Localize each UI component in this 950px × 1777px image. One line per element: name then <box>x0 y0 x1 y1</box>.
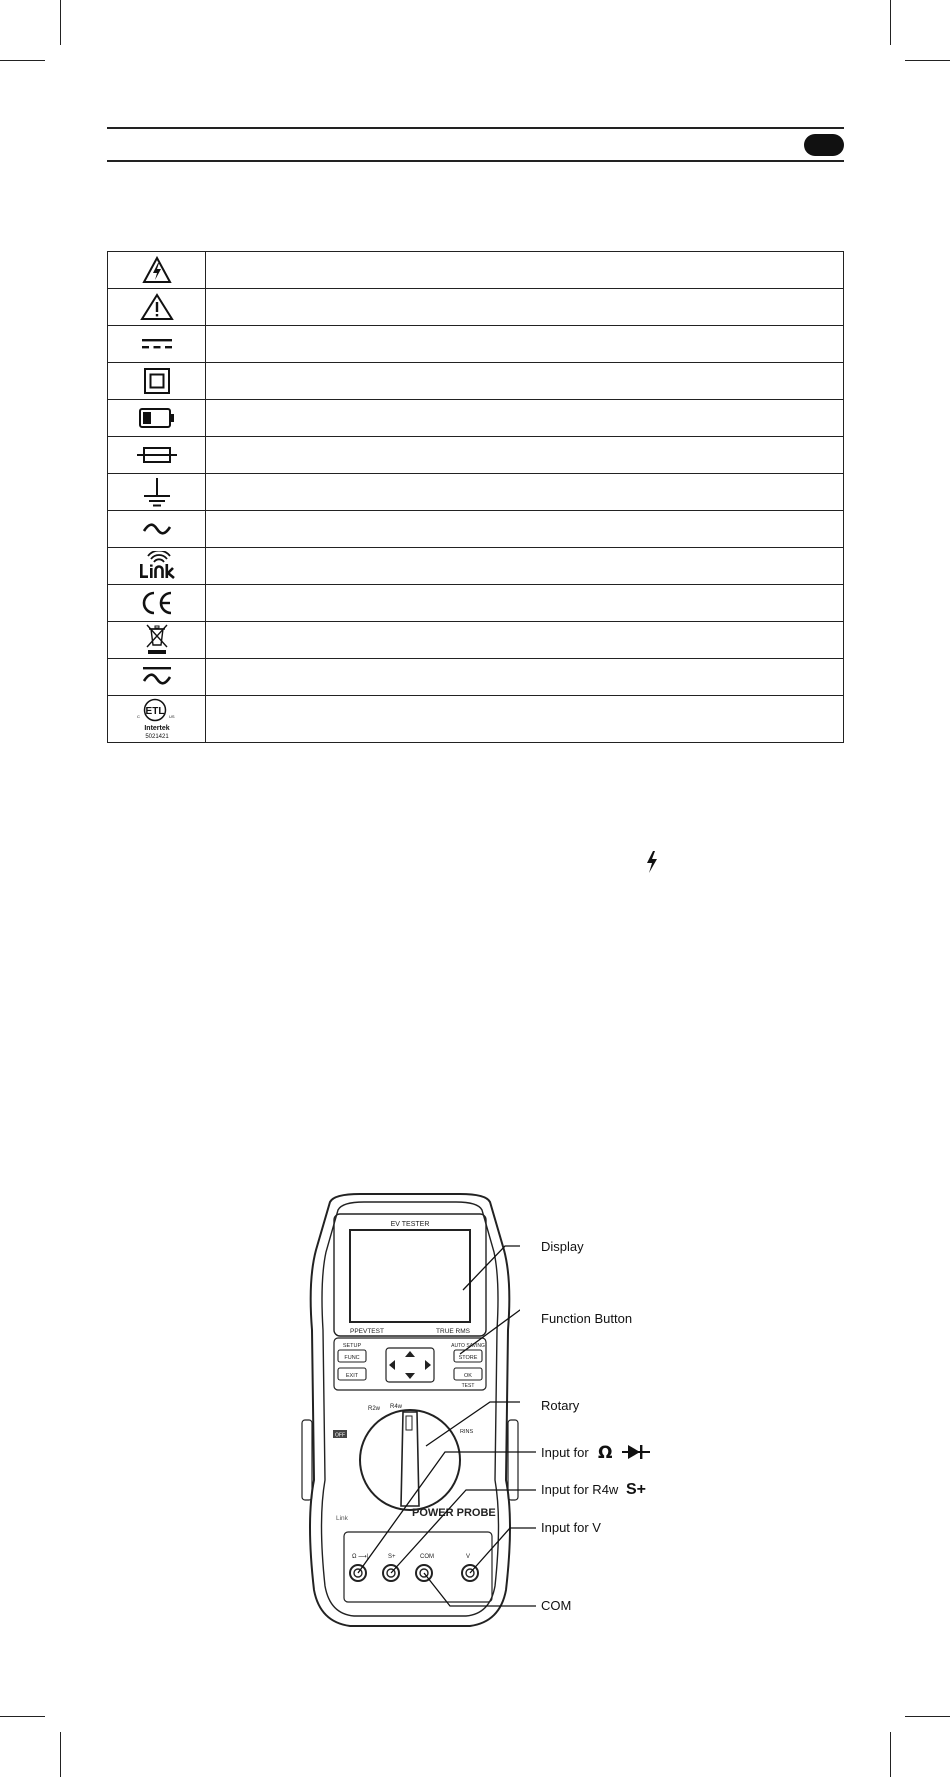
description-cell <box>206 289 844 326</box>
terminal-label-ohm: Ω ⟶| <box>352 1554 369 1560</box>
table-row <box>108 474 844 511</box>
symbol-cell <box>108 585 206 622</box>
s-plus-icon: S+ <box>625 1481 646 1498</box>
meter-left-caption: PPEVTEST <box>350 1328 384 1335</box>
table-row <box>108 400 844 437</box>
setup-label: SETUP <box>342 1343 362 1349</box>
language-badge <box>804 134 844 156</box>
test-label: TEST <box>461 1383 475 1389</box>
callout-input-ohm <box>541 1443 652 1461</box>
table-row <box>108 511 844 548</box>
callout-input-r4w <box>541 1481 646 1499</box>
svg-text:C: C <box>136 714 140 719</box>
crop-mark-top-right-h <box>905 60 950 61</box>
svg-text:Ω: Ω <box>598 1443 613 1461</box>
description-cell <box>206 326 844 363</box>
svg-text:Link: Link <box>336 1515 348 1522</box>
header-rule-bottom <box>107 160 844 162</box>
crop-mark-bottom-right-h <box>905 1716 950 1717</box>
description-cell <box>206 474 844 511</box>
terminal-label-com: COM <box>420 1554 434 1560</box>
symbols-table <box>107 251 844 743</box>
description-cell <box>206 363 844 400</box>
description-cell <box>206 437 844 474</box>
callout-display: Display <box>541 1239 584 1254</box>
table-row <box>108 548 844 585</box>
crop-mark-bottom-right-v <box>890 1732 891 1777</box>
table-row <box>108 585 844 622</box>
link-wireless-icon <box>137 551 177 581</box>
etl-intertek-icon <box>135 697 179 741</box>
description-cell <box>206 548 844 585</box>
crop-mark-bottom-left-v <box>60 1732 61 1777</box>
callout-com: COM <box>541 1598 572 1613</box>
svg-text:Intertek: Intertek <box>143 725 170 732</box>
auto-saving-label: AUTO SAVING <box>451 1343 485 1349</box>
description-cell <box>206 659 844 696</box>
table-row <box>108 252 844 289</box>
symbol-cell <box>108 326 206 363</box>
rotary-label-r4w: R4w <box>390 1404 403 1410</box>
symbol-cell <box>108 696 206 743</box>
low-battery-icon <box>138 407 176 429</box>
symbol-cell <box>108 548 206 585</box>
table-row <box>108 437 844 474</box>
symbol-cell <box>108 400 206 437</box>
symbol-cell <box>108 252 206 289</box>
table-row <box>108 696 844 743</box>
description-cell <box>206 252 844 289</box>
callout-rotary: Rotary <box>541 1398 580 1413</box>
symbol-cell <box>108 289 206 326</box>
rotary-label-r2w: R2w <box>368 1406 381 1412</box>
symbol-cell <box>108 511 206 548</box>
description-cell <box>206 585 844 622</box>
ce-mark-icon <box>140 590 174 616</box>
crop-mark-top-left-v <box>60 0 61 45</box>
brand-label: POWER PROBE <box>412 1507 496 1519</box>
lightning-bolt-icon <box>645 850 659 874</box>
description-cell <box>206 511 844 548</box>
rotary-label-off: OFF <box>335 1432 345 1439</box>
svg-text:ETL: ETL <box>145 706 164 717</box>
terminal-label-s-plus: S+ <box>388 1554 396 1560</box>
fuse-icon <box>136 444 178 466</box>
symbol-cell <box>108 437 206 474</box>
crop-mark-top-left-h <box>0 60 45 61</box>
svg-text:US: US <box>168 714 175 719</box>
symbol-cell <box>108 622 206 659</box>
callout-function-button: Function Button <box>541 1311 633 1326</box>
table-row <box>108 326 844 363</box>
callout-input-ohm-label: Input for <box>541 1445 589 1460</box>
direct-current-icon <box>141 336 173 352</box>
alternating-current-icon <box>142 522 172 536</box>
table-row <box>108 363 844 400</box>
ground-icon <box>142 477 172 507</box>
callout-input-r4w-label: Input for R4w <box>541 1482 619 1497</box>
store-button-label: STORE <box>458 1355 478 1361</box>
callout-input-v: Input for V <box>541 1520 601 1535</box>
weee-bin-icon <box>144 623 170 657</box>
exit-button-label: EXIT <box>345 1373 359 1379</box>
func-button-label: FUNC <box>344 1355 360 1361</box>
symbol-cell <box>108 659 206 696</box>
high-voltage-icon <box>142 256 172 284</box>
description-cell <box>206 696 844 743</box>
symbol-cell <box>108 474 206 511</box>
meter-right-caption: TRUE RMS <box>436 1328 470 1335</box>
table-row <box>108 622 844 659</box>
ac-dc-icon <box>141 665 173 689</box>
ohm-diode-icon <box>596 1443 652 1461</box>
header-rule-top <box>107 127 844 129</box>
warning-triangle-icon <box>140 293 174 321</box>
description-cell <box>206 622 844 659</box>
terminal-label-v: V <box>466 1554 471 1560</box>
description-cell <box>206 400 844 437</box>
rotary-label-rins: RINS <box>460 1429 474 1435</box>
ok-button-label: OK <box>464 1373 472 1379</box>
meter-model-label: EV TESTER <box>390 1221 430 1228</box>
double-insulation-icon <box>143 367 171 395</box>
table-row <box>108 659 844 696</box>
crop-mark-bottom-left-h <box>0 1716 45 1717</box>
table-row <box>108 289 844 326</box>
callout-leader-lines <box>300 1190 540 1630</box>
svg-text:5021421: 5021421 <box>144 734 169 740</box>
crop-mark-top-right-v <box>890 0 891 45</box>
symbol-cell <box>108 363 206 400</box>
